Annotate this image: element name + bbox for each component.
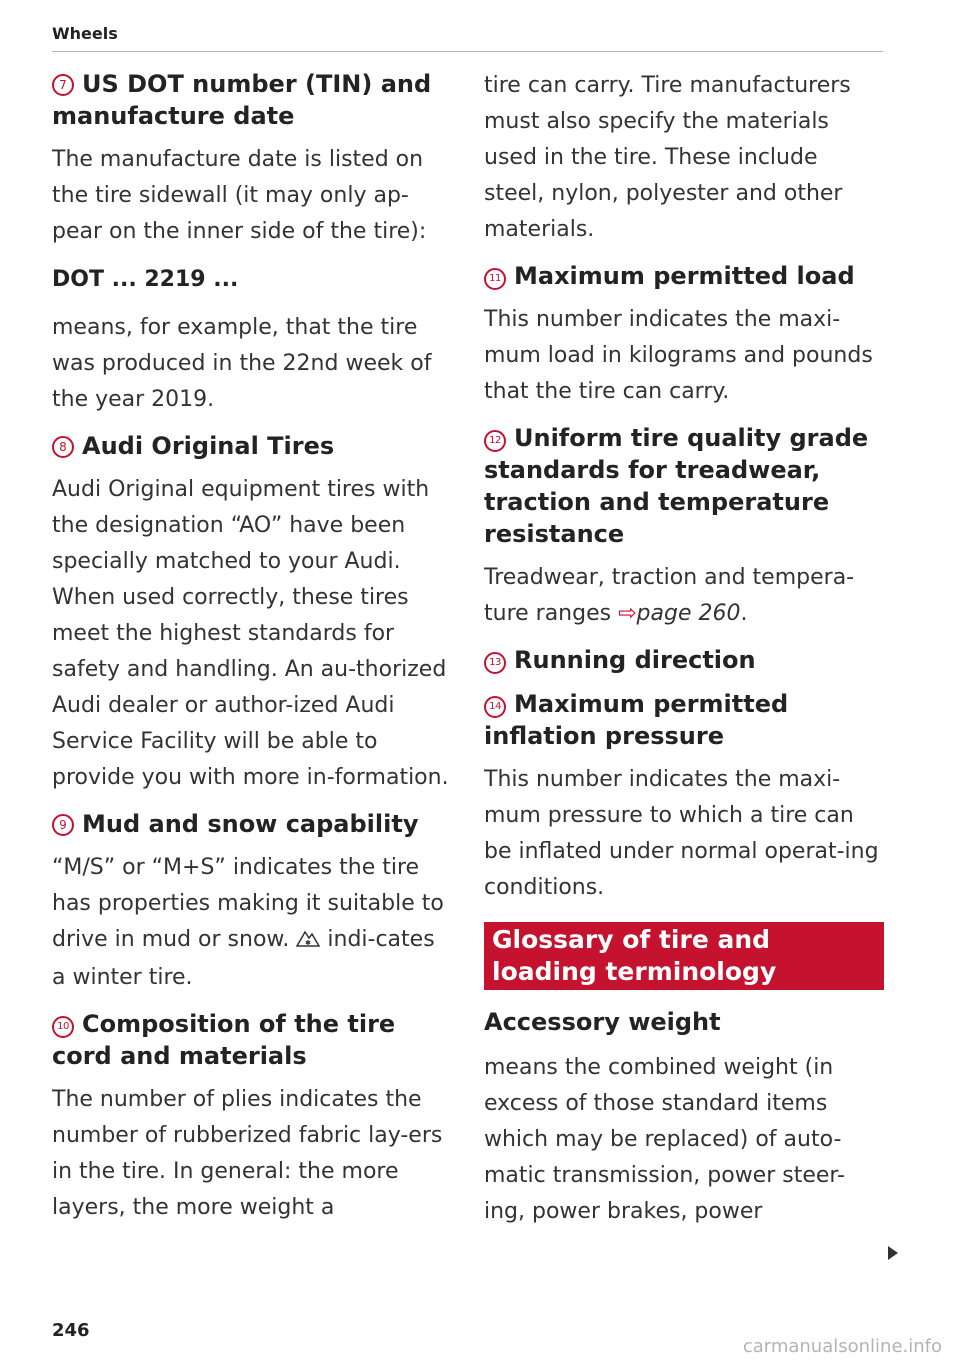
glossary-banner: Glossary of tire and loading terminology [484, 922, 884, 990]
section-8-title-text: Audi Original Tires [82, 432, 335, 460]
section-7-text-2: means, for example, that the tire was produced in the 22nd week of the year 2019. [52, 315, 432, 412]
section-13 [484, 644, 884, 676]
section-14-text: This number indicates the maxi-mum pressure to which a tire can be inflated under normal operat-ing conditions. [484, 767, 879, 900]
section-9 [52, 808, 452, 996]
section-7-text-1: The manufacture date is listed on the tire sidewall (it may only ap-pear on the inner side of the tire): [52, 147, 427, 244]
accessory-weight [484, 1050, 884, 1230]
mountain-snowflake-icon [296, 924, 320, 960]
section-7-title [52, 68, 452, 132]
section-8-text: Audi Original equipment tires with the designation “AO” have been specially matched to your Audi. When used correctly, these tires meet the highest standards for safety and handling. An au-thorized Audi dealer or author-ized Audi Service Facility will be able to provide you with more in-formation. [52, 477, 449, 790]
section-14-title [484, 688, 884, 752]
dot-code: DOT ... 2219 ... [52, 267, 239, 292]
section-10-continued [484, 68, 884, 248]
section-12-title [484, 422, 884, 550]
section-14 [484, 688, 884, 906]
section-11 [484, 260, 884, 410]
section-11-title-text: Maximum permitted load [514, 262, 855, 290]
section-12 [484, 422, 884, 632]
header-rule [52, 51, 883, 52]
right-column [484, 68, 884, 1242]
accessory-weight-text: means the combined weight (in excess of those standard items which may be replaced) of auto-matic transmission, power steer-ing, power brakes, power [484, 1055, 845, 1224]
marker-13-icon: 13 [484, 652, 506, 674]
marker-8-icon: 8 [52, 436, 74, 458]
marker-10-icon: 10 [52, 1016, 74, 1038]
section-12-text [484, 560, 884, 632]
watermark: carmanualsonline.info [742, 1336, 942, 1357]
section-12-text-main: Treadwear, traction and tempera-ture ranges [484, 565, 855, 626]
section-10-title-text: Composition of the tire cord and materials [52, 1010, 396, 1070]
section-10 [52, 1008, 452, 1226]
page-ref-arrow-icon: ⇨ [618, 601, 637, 626]
section-9-title [52, 808, 452, 840]
section-11-title [484, 260, 884, 292]
section-7 [52, 68, 452, 418]
section-9-text [52, 850, 452, 996]
section-13-title [484, 644, 884, 676]
section-13-title-text: Running direction [514, 646, 756, 674]
section-8-title [52, 430, 452, 462]
marker-9-icon: 9 [52, 814, 74, 836]
section-12-text-end: . [740, 601, 748, 626]
marker-12-icon: 12 [484, 430, 506, 452]
section-10-title [52, 1008, 452, 1072]
section-9-title-text: Mud and snow capability [82, 810, 419, 838]
section-9-text-b: indi-cates a winter tire. [52, 927, 435, 990]
triangle-right-icon [888, 1246, 898, 1260]
running-header: Wheels [52, 24, 118, 43]
marker-7-icon: 7 [52, 74, 74, 96]
section-11-text: This number indicates the maxi-mum load in kilograms and pounds that the tire can carry. [484, 307, 873, 404]
marker-14-icon: 14 [484, 696, 506, 718]
page-number: 246 [52, 1320, 90, 1341]
left-column [52, 68, 452, 1238]
marker-11-icon: 11 [484, 268, 506, 290]
section-12-title-text: Uniform tire quality grade standards for treadwear, traction and temperature resistance [484, 424, 869, 548]
section-10-text-2: tire can carry. Tire manufacturers must also specify the materials used in the tire. These include steel, nylon, polyester and other materials. [484, 73, 851, 242]
section-10-text-1: The number of plies indicates the number of rubberized fabric lay-ers in the tire. In general: the more layers, the more weight a [52, 1087, 443, 1220]
section-8 [52, 430, 452, 796]
page-ref-link[interactable]: page 260 [636, 601, 741, 626]
accessory-weight-title: Accessory weight [484, 1008, 721, 1036]
section-7-title-text: US DOT number (TIN) and manufacture date [52, 70, 432, 130]
section-9-text-a: “M/S” or “M+S” indicates the tire has properties making it suitable to drive in mud or snow. [52, 855, 444, 952]
section-14-title-text: Maximum permitted inflation pressure [484, 690, 789, 750]
